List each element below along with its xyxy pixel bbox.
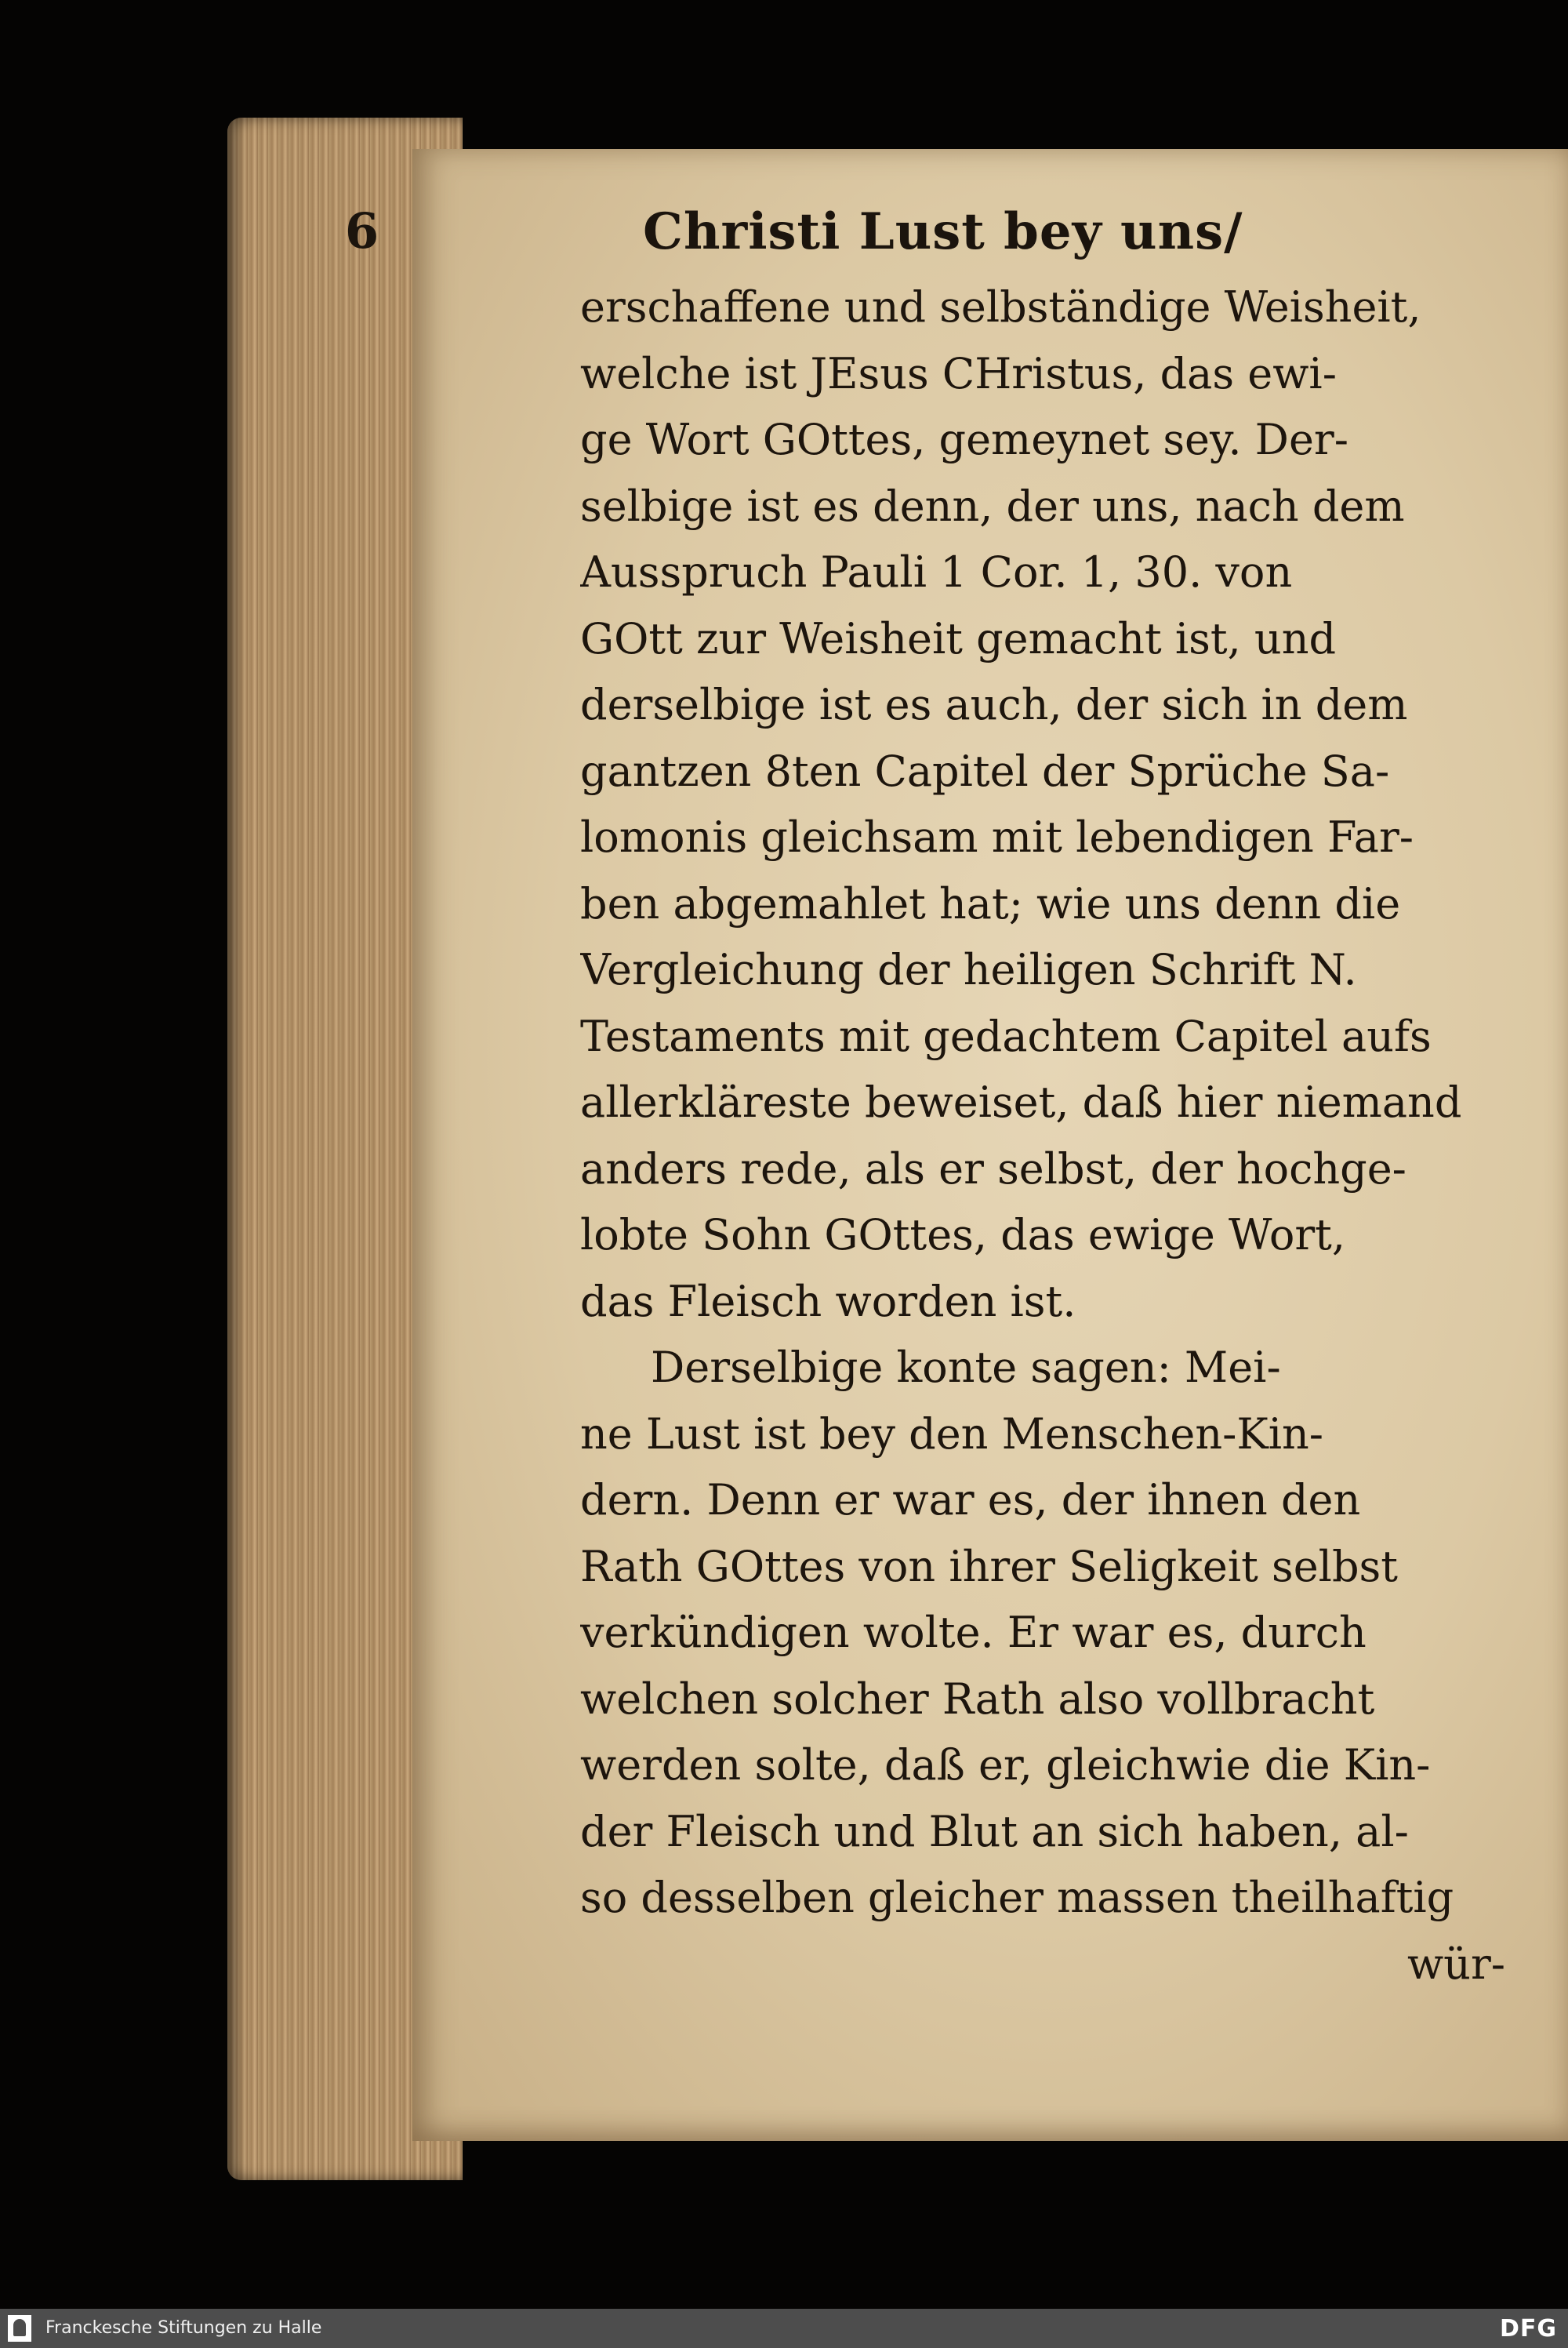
text-line: Derselbige konte sagen: Mei- <box>651 1343 1281 1392</box>
body-text <box>580 274 1505 1997</box>
text-line: anders rede, als er selbst, der hochge- <box>580 1143 1406 1194</box>
text-line: werden solte, daß er, gleichwie die Kin- <box>580 1740 1431 1790</box>
text-line: allerkläreste beweiset, daß hier niemand <box>580 1078 1462 1127</box>
text-line: dern. Denn er war es, der ihnen den <box>580 1475 1361 1525</box>
text-line: Testaments mit gedachtem Capitel aufs <box>580 1011 1432 1061</box>
text-line: lobte Sohn GOttes, das ewige Wort, <box>580 1210 1346 1259</box>
page-number: 6 <box>345 202 379 260</box>
text-line: der Fleisch und Blut an sich haben, al- <box>580 1806 1409 1856</box>
text-line: derselbige ist es auch, der sich in dem <box>580 680 1408 729</box>
text-line: welchen solcher Rath also vollbracht <box>580 1674 1375 1724</box>
institution-label: Franckesche Stiftungen zu Halle <box>45 2318 322 2338</box>
text-line: lomonis gleichsam mit lebendigen Far- <box>580 812 1414 862</box>
text-line: ge Wort GOttes, gemeynet sey. Der- <box>580 415 1348 464</box>
text-line: Rath GOttes von ihrer Seligkeit selbst <box>580 1541 1398 1591</box>
text-line: gantzen 8ten Capitel der Sprüche Sa- <box>580 746 1390 796</box>
running-head <box>345 202 1490 273</box>
text-line: Vergleichung der heiligen Schrift N. <box>580 945 1357 994</box>
text-line: ne Lust ist bey den Menschen-Kin- <box>580 1408 1324 1459</box>
text-line: das Fleisch worden ist. <box>580 1276 1076 1326</box>
text-line: ben abgemahlet hat; wie uns denn die <box>580 878 1401 929</box>
footer-bar <box>0 2309 1568 2348</box>
text-line: GOtt zur Weisheit gemacht ist, und <box>580 613 1337 663</box>
dfg-badge: DFG <box>1499 2315 1557 2343</box>
text-line: Ausspruch Pauli 1 Cor. 1, 30. von <box>580 547 1293 597</box>
running-title: Christi Lust bey uns/ <box>643 202 1243 261</box>
text-line: selbige ist es denn, der uns, nach dem <box>580 481 1405 531</box>
text-line: welche ist JEsus CHristus, das ewi- <box>580 348 1337 398</box>
catchword: wür- <box>1406 1939 1505 1989</box>
text-line: erschaffene und selbständige Weisheit, <box>580 282 1421 332</box>
institution-logo-icon <box>8 2315 31 2342</box>
text-line: so desselben gleicher massen theilhaftig <box>580 1873 1454 1922</box>
text-line: verkündigen wolte. Er war es, durch <box>580 1608 1367 1657</box>
